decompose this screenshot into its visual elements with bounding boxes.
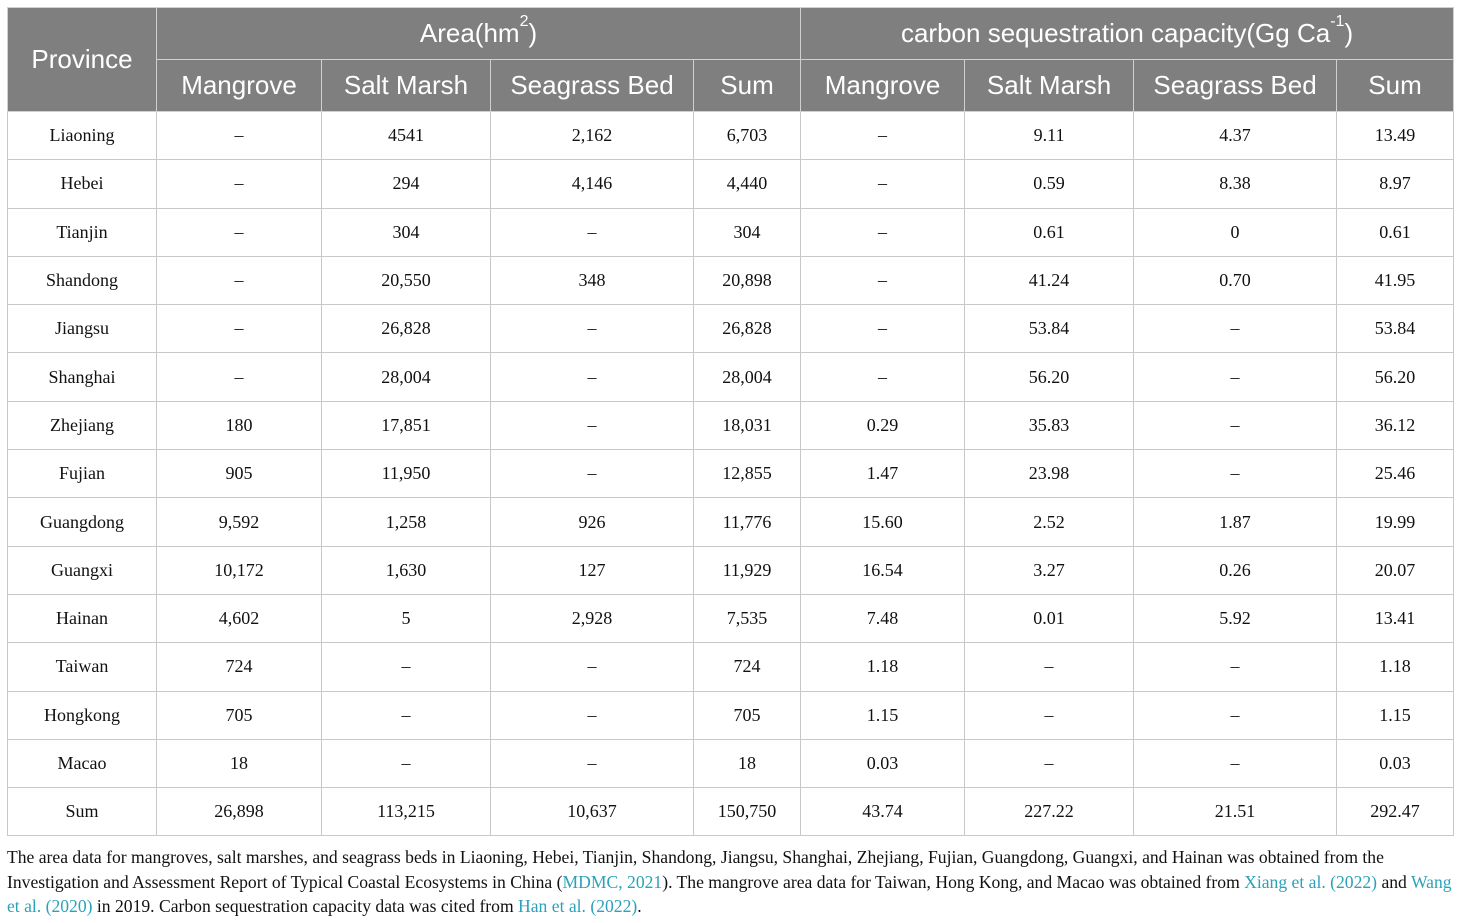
value-cell: 3.27 [965, 546, 1134, 594]
value-cell: 11,950 [322, 450, 491, 498]
value-cell: 4,146 [491, 160, 694, 208]
value-cell: 127 [491, 546, 694, 594]
value-cell: 1.18 [1337, 643, 1454, 691]
value-cell: 8.97 [1337, 160, 1454, 208]
value-cell: 0.03 [801, 739, 965, 787]
value-cell: 294 [322, 160, 491, 208]
value-cell: 5.92 [1134, 594, 1337, 642]
value-cell: 1.47 [801, 450, 965, 498]
province-cell: Shanghai [8, 353, 157, 401]
table-row [8, 256, 1454, 304]
value-cell: – [1134, 401, 1337, 449]
value-cell: 41.95 [1337, 256, 1454, 304]
value-cell: 36.12 [1337, 401, 1454, 449]
value-cell: 20.07 [1337, 546, 1454, 594]
citation-link[interactable]: Wang et al. (2020) [7, 871, 1452, 916]
table-body [8, 112, 1454, 836]
value-cell: 43.74 [801, 788, 965, 836]
value-cell: 26,828 [322, 305, 491, 353]
province-cell: Guangdong [8, 498, 157, 546]
value-cell: – [1134, 739, 1337, 787]
province-cell: Taiwan [8, 643, 157, 691]
table-row [8, 739, 1454, 787]
header-carbon-salt-marsh: Salt Marsh [965, 60, 1134, 112]
header-carbon-group: carbon sequestration capacity(Gg $Ca^{-1}$) [801, 8, 1454, 60]
value-cell: – [322, 643, 491, 691]
value-cell: – [157, 160, 322, 208]
header-area-seagrass-bed: Seagrass Bed [491, 60, 694, 112]
value-cell: 13.41 [1337, 594, 1454, 642]
value-cell: 2,162 [491, 112, 694, 160]
value-cell: 348 [491, 256, 694, 304]
value-cell: – [965, 643, 1134, 691]
value-cell: 11,776 [694, 498, 801, 546]
table-row [8, 401, 1454, 449]
province-cell: Sum [8, 788, 157, 836]
value-cell: – [491, 739, 694, 787]
value-cell: 56.20 [1337, 353, 1454, 401]
value-cell: 905 [157, 450, 322, 498]
value-cell: 18 [157, 739, 322, 787]
value-cell: 304 [322, 208, 491, 256]
province-cell: Liaoning [8, 112, 157, 160]
table-row [8, 305, 1454, 353]
value-cell: – [157, 208, 322, 256]
value-cell: – [157, 305, 322, 353]
value-cell: 20,898 [694, 256, 801, 304]
value-cell: 8.38 [1134, 160, 1337, 208]
value-cell: 6,703 [694, 112, 801, 160]
province-cell: Tianjin [8, 208, 157, 256]
table-row [8, 546, 1454, 594]
citation-link[interactable]: Han et al. (2022) [518, 896, 638, 916]
value-cell: 1.15 [1337, 691, 1454, 739]
value-cell: 150,750 [694, 788, 801, 836]
value-cell: 2,928 [491, 594, 694, 642]
value-cell: 56.20 [965, 353, 1134, 401]
value-cell: 1,258 [322, 498, 491, 546]
value-cell: – [491, 305, 694, 353]
value-cell: – [491, 353, 694, 401]
value-cell: – [801, 256, 965, 304]
table-row [8, 788, 1454, 836]
value-cell: 2.52 [965, 498, 1134, 546]
table-row [8, 691, 1454, 739]
value-cell: 0.26 [1134, 546, 1337, 594]
header-carbon-sum: Sum [1337, 60, 1454, 112]
value-cell: – [801, 208, 965, 256]
value-cell: 0.70 [1134, 256, 1337, 304]
value-cell: 4.37 [1134, 112, 1337, 160]
value-cell: 0.61 [965, 208, 1134, 256]
value-cell: 227.22 [965, 788, 1134, 836]
value-cell: 7.48 [801, 594, 965, 642]
value-cell: 13.49 [1337, 112, 1454, 160]
province-cell: Hainan [8, 594, 157, 642]
province-cell: Guangxi [8, 546, 157, 594]
value-cell: – [965, 739, 1134, 787]
value-cell: 0.29 [801, 401, 965, 449]
header-carbon-mangrove: Mangrove [801, 60, 965, 112]
value-cell: 0.01 [965, 594, 1134, 642]
value-cell: – [801, 160, 965, 208]
value-cell: 1,630 [322, 546, 491, 594]
value-cell: – [157, 353, 322, 401]
value-cell: 53.84 [1337, 305, 1454, 353]
value-cell: 28,004 [322, 353, 491, 401]
value-cell: 10,172 [157, 546, 322, 594]
value-cell: 4,602 [157, 594, 322, 642]
value-cell: 21.51 [1134, 788, 1337, 836]
value-cell: – [157, 256, 322, 304]
value-cell: – [965, 691, 1134, 739]
header-province: Province [8, 8, 157, 112]
value-cell: 41.24 [965, 256, 1134, 304]
value-cell: 16.54 [801, 546, 965, 594]
value-cell: 705 [157, 691, 322, 739]
value-cell: 19.99 [1337, 498, 1454, 546]
province-cell: Jiangsu [8, 305, 157, 353]
value-cell: 0.61 [1337, 208, 1454, 256]
province-cell: Hebei [8, 160, 157, 208]
value-cell: 53.84 [965, 305, 1134, 353]
province-cell: Shandong [8, 256, 157, 304]
data-table [7, 7, 1454, 836]
table-row [8, 353, 1454, 401]
value-cell: 1.18 [801, 643, 965, 691]
value-cell: 25.46 [1337, 450, 1454, 498]
value-cell: – [322, 691, 491, 739]
table-row [8, 594, 1454, 642]
value-cell: 292.47 [1337, 788, 1454, 836]
value-cell: – [1134, 450, 1337, 498]
value-cell: 35.83 [965, 401, 1134, 449]
value-cell: – [491, 208, 694, 256]
value-cell: 5 [322, 594, 491, 642]
value-cell: – [1134, 643, 1337, 691]
value-cell: 1.15 [801, 691, 965, 739]
value-cell: 28,004 [694, 353, 801, 401]
table-container [7, 7, 1453, 836]
value-cell: 26,828 [694, 305, 801, 353]
header-area-sum: Sum [694, 60, 801, 112]
value-cell: 9.11 [965, 112, 1134, 160]
value-cell: 0.59 [965, 160, 1134, 208]
value-cell: 0 [1134, 208, 1337, 256]
value-cell: 1.87 [1134, 498, 1337, 546]
table-footnote: The area data for mangroves, salt marshes, and seagrass beds in Liaoning, Hebei, Tianjin, Shandong, Jiangsu, Shanghai, Zhejiang, Fujian, Guangdong, Guangxi, and Hainan was obtained from the Investigation and Assessment Report of Typical Coastal Ecosystems in China (MDMC, 2021). The mangrove area data for Taiwan, Hong Kong, and Macao was obtained from Xiang et al. (2022) and Wang et al. (2020) in 2019. Carbon sequestration capacity data was cited from Han et al. (2022). [7, 847, 1452, 916]
value-cell: 20,550 [322, 256, 491, 304]
value-cell: – [1134, 305, 1337, 353]
value-cell: 4,440 [694, 160, 801, 208]
value-cell: – [801, 112, 965, 160]
value-cell: – [801, 353, 965, 401]
value-cell: – [1134, 353, 1337, 401]
value-cell: 10,637 [491, 788, 694, 836]
province-cell: Fujian [8, 450, 157, 498]
value-cell: – [491, 691, 694, 739]
value-cell: 4541 [322, 112, 491, 160]
table-row [8, 450, 1454, 498]
value-cell: – [491, 450, 694, 498]
table-row [8, 160, 1454, 208]
value-cell: 926 [491, 498, 694, 546]
citation-link[interactable]: MDMC, 2021 [562, 871, 663, 892]
value-cell: 724 [694, 643, 801, 691]
value-cell: 11,929 [694, 546, 801, 594]
table-row [8, 643, 1454, 691]
value-cell: – [322, 739, 491, 787]
province-cell: Macao [8, 739, 157, 787]
value-cell: 23.98 [965, 450, 1134, 498]
value-cell: – [157, 112, 322, 160]
header-carbon-seagrass-bed: Seagrass Bed [1134, 60, 1337, 112]
value-cell: 724 [157, 643, 322, 691]
value-cell: 12,855 [694, 450, 801, 498]
value-cell: 9,592 [157, 498, 322, 546]
citation-link[interactable]: Xiang et al. (2022) [1244, 871, 1378, 892]
header-area-salt-marsh: Salt Marsh [322, 60, 491, 112]
table-row [8, 112, 1454, 160]
value-cell: – [801, 305, 965, 353]
value-cell: 26,898 [157, 788, 322, 836]
province-cell: Zhejiang [8, 401, 157, 449]
value-cell: 17,851 [322, 401, 491, 449]
value-cell: 180 [157, 401, 322, 449]
value-cell: 18,031 [694, 401, 801, 449]
table-header [8, 8, 1454, 112]
value-cell: – [1134, 691, 1337, 739]
value-cell: – [491, 401, 694, 449]
value-cell: 18 [694, 739, 801, 787]
value-cell: 113,215 [322, 788, 491, 836]
value-cell: 15.60 [801, 498, 965, 546]
table-row [8, 498, 1454, 546]
header-area-group: $Area(hm^2)$ [157, 8, 801, 60]
header-area-mangrove: Mangrove [157, 60, 322, 112]
value-cell: 7,535 [694, 594, 801, 642]
value-cell: – [491, 643, 694, 691]
value-cell: 304 [694, 208, 801, 256]
province-cell: Hongkong [8, 691, 157, 739]
table-row [8, 208, 1454, 256]
value-cell: 0.03 [1337, 739, 1454, 787]
value-cell: 705 [694, 691, 801, 739]
